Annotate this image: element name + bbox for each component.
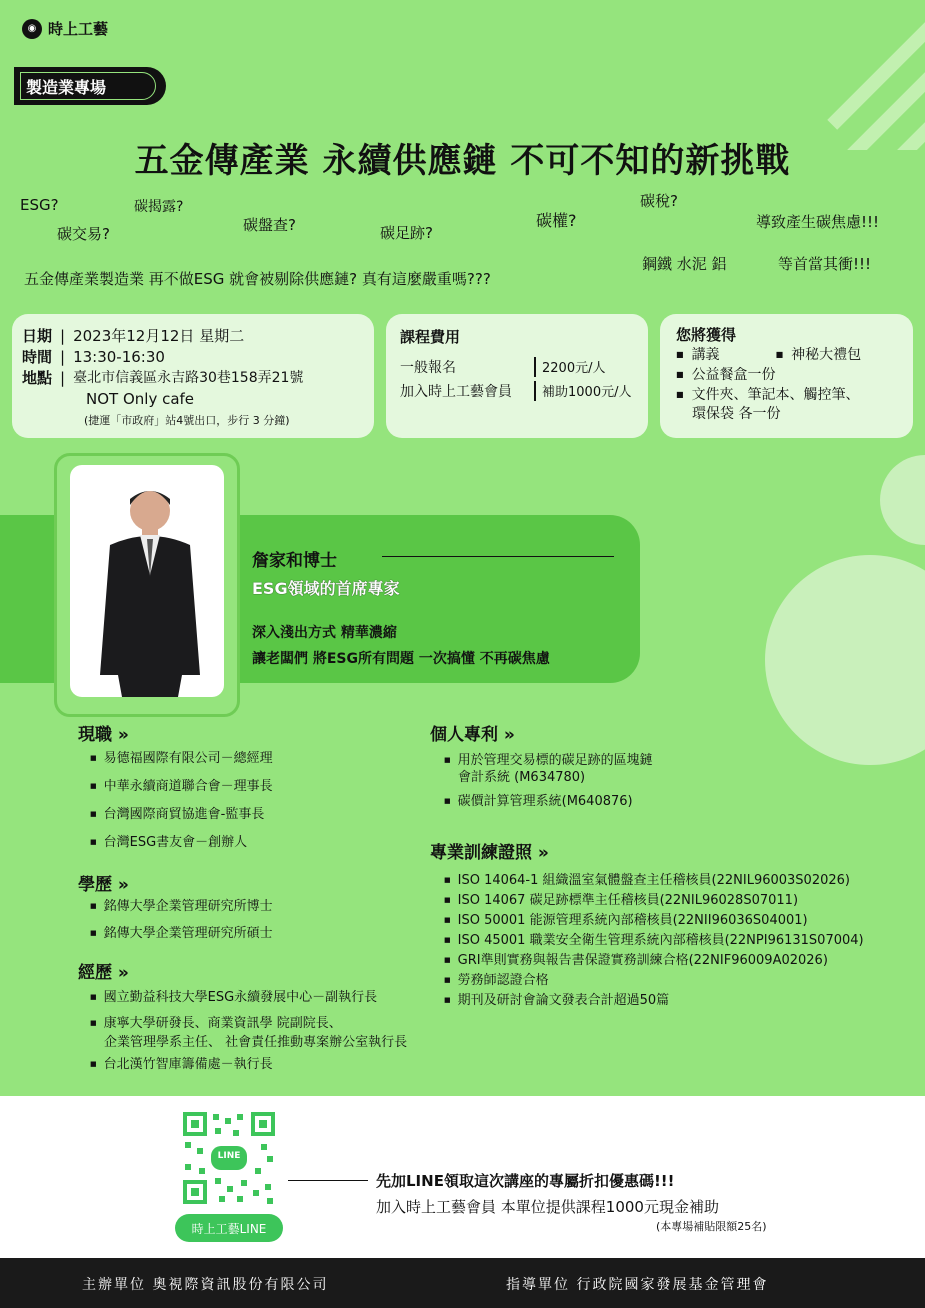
event-venue: NOT Only cafe bbox=[86, 390, 195, 408]
benefits-card bbox=[660, 314, 913, 438]
event-date: 2023年12月12日 星期二 bbox=[73, 327, 245, 345]
decor-circle-large bbox=[765, 555, 925, 765]
career-item: ■ 台灣ESG書友會－創辦人 bbox=[90, 833, 247, 852]
line-qr-code[interactable] bbox=[183, 1112, 275, 1204]
question-main: 五金傳產業製造業 再不做ESG 就會被剔除供應鏈? 真有這麼嚴重嗎??? bbox=[24, 270, 491, 288]
fee-heading: 課程費用 bbox=[400, 328, 461, 346]
cert-item: ■ 期刊及研討會論文發表合計超過50篇 bbox=[444, 991, 669, 1010]
time-label: 時間 bbox=[22, 348, 53, 366]
certs-heading: 專業訓練證照 » bbox=[430, 843, 549, 863]
fee-general-value: 2200元/人 bbox=[534, 357, 605, 377]
speaker-divider bbox=[382, 556, 614, 557]
speaker-name: 詹家和博士 bbox=[252, 551, 337, 571]
promo-line-2: 加入時上工藝會員 本單位提供課程1000元現金補助 bbox=[376, 1198, 719, 1216]
logo-mark-icon: ◉ bbox=[22, 19, 42, 39]
patents-heading: 個人專利 » bbox=[430, 725, 515, 745]
cert-item: ■ ISO 45001 職業安全衛生管理系統內部稽核員(22NPI96131S07004) bbox=[444, 931, 864, 950]
question-footprint: 碳足跡? bbox=[380, 224, 433, 242]
footer-bar bbox=[0, 1258, 925, 1308]
benefits-heading: 您將獲得 bbox=[676, 326, 737, 344]
speaker-line-2: 讓老闆們 將ESG所有問題 一次搞懂 不再碳焦慮 bbox=[252, 651, 550, 667]
benefit-item: ■ 講義 bbox=[676, 345, 720, 365]
experience-item: ■ 國立勤益科技大學ESG永續發展中心－副執行長 bbox=[90, 988, 377, 1007]
speaker-title: ESG領域的首席專家 bbox=[252, 579, 400, 598]
organizer-text: 主辦單位 奧視際資訊股份有限公司 bbox=[82, 1277, 329, 1293]
cert-item: ■ GRI準則實務與報告書保證實務訓練合格(22NIF96009A02026) bbox=[444, 951, 828, 970]
fee-member-label: 加入時上工藝會員 bbox=[400, 384, 512, 400]
event-place-note: (捷運「市政府」站4號出口，步行 3 分鐘) bbox=[84, 414, 290, 427]
promo-line-1: 先加LINE領取這次講座的專屬折扣優惠碼!!! bbox=[376, 1172, 675, 1190]
speaker-line-1: 深入淺出方式 精華濃縮 bbox=[252, 625, 397, 641]
category-tag-label: 製造業專場 bbox=[26, 77, 107, 97]
page-title: 五金傳產業 永續供應鏈 不可不知的新挑戰 bbox=[134, 141, 791, 181]
category-tag bbox=[14, 67, 162, 105]
career-heading: 現職 » bbox=[78, 725, 129, 745]
industries-text: 鋼鐵 水泥 鋁 bbox=[642, 255, 727, 273]
cert-item: ■ ISO 14064-1 組織溫室氣體盤查主任稽核員(22NIL96003S02026) bbox=[444, 871, 850, 890]
question-esg: ESG? bbox=[20, 196, 59, 214]
career-item: ■ 易德福國際有限公司－總經理 bbox=[90, 749, 273, 768]
event-time: 13:30-16:30 bbox=[73, 348, 165, 366]
cert-item: ■ ISO 14067 碳足跡標準主任稽核員(22NIL96028S07011) bbox=[444, 891, 798, 910]
benefit-item: ■ 公益餐盒一份 bbox=[676, 365, 897, 385]
benefit-item: ■ 神秘大禮包 bbox=[776, 345, 862, 365]
experience-item-cont: 企業管理學系主任、 社會責任推動專案辦公室執行長 bbox=[104, 1035, 408, 1050]
question-rights: 碳權? bbox=[536, 211, 577, 230]
speaker-photo bbox=[70, 465, 224, 697]
promo-line-3: (本專場補貼限額25名) bbox=[656, 1220, 767, 1233]
fee-general-label: 一般報名 bbox=[400, 360, 456, 376]
line-button[interactable]: 時上工藝LINE bbox=[175, 1214, 283, 1242]
event-place: 臺北市信義區永吉路30巷158弄21號 bbox=[73, 370, 304, 386]
fee-card bbox=[386, 314, 648, 438]
experience-item: ■ 康寧大學研發長、商業資訊學 院副院長、 bbox=[90, 1014, 342, 1033]
experience-heading: 經歷 » bbox=[78, 963, 129, 983]
place-label: 地點 bbox=[22, 369, 53, 387]
education-heading: 學歷 » bbox=[78, 875, 129, 895]
guide-text: 指導單位 行政院國家發展基金管理會 bbox=[506, 1277, 769, 1293]
education-item: ■ 銘傳大學企業管理研究所碩士 bbox=[90, 924, 273, 943]
brand-logo bbox=[22, 18, 108, 39]
fee-member-value: 補助1000元/人 bbox=[534, 381, 631, 401]
decor-circle-small bbox=[880, 455, 925, 545]
education-item: ■ 銘傳大學企業管理研究所博士 bbox=[90, 897, 273, 916]
event-info-card: 日期 | 2023年12月12日 星期二 時間 | 13:30-16:30 地點 | 臺北市信義區永吉路30巷158弄21號 NOT Only cafe (捷運「市政府」站4號出口，步行 3 分鐘) bbox=[12, 314, 374, 438]
question-trading: 碳交易? bbox=[57, 225, 110, 243]
question-inventory: 碳盤查? bbox=[243, 216, 296, 234]
date-label: 日期 bbox=[22, 327, 53, 345]
cert-item: ■ 勞務師認證合格 bbox=[444, 971, 549, 990]
benefit-item-cont: 環保袋 各一份 bbox=[692, 406, 781, 422]
career-item: ■ 中華永續商道聯合會－理事長 bbox=[90, 777, 273, 796]
experience-item: ■ 台北漢竹智庫籌備處－執行長 bbox=[90, 1055, 273, 1074]
question-disclosure: 碳揭露? bbox=[134, 199, 184, 215]
patent-item-cont: 會計系統 (M634780) bbox=[458, 770, 586, 785]
question-anxiety: 導致產生碳焦慮!!! bbox=[756, 213, 880, 231]
promo-divider bbox=[288, 1180, 368, 1181]
patent-item: ■ 碳價計算管理系統(M640876) bbox=[444, 792, 633, 811]
brand-name: 時上工藝 bbox=[48, 20, 109, 38]
benefit-item: ■ 文件夾、筆記本、觸控筆、 bbox=[676, 385, 897, 405]
career-item: ■ 台灣國際商貿協進會-監事長 bbox=[90, 805, 264, 824]
cert-item: ■ ISO 50001 能源管理系統內部稽核員(22NII96036S04001) bbox=[444, 911, 808, 930]
qr-line-label: LINE bbox=[217, 1151, 241, 1161]
patent-item: ■ 用於管理交易標的碳足跡的區塊鏈 bbox=[444, 751, 653, 770]
industries-emphasis: 等首當其衝!!! bbox=[778, 255, 872, 273]
question-tax: 碳稅? bbox=[640, 192, 678, 210]
